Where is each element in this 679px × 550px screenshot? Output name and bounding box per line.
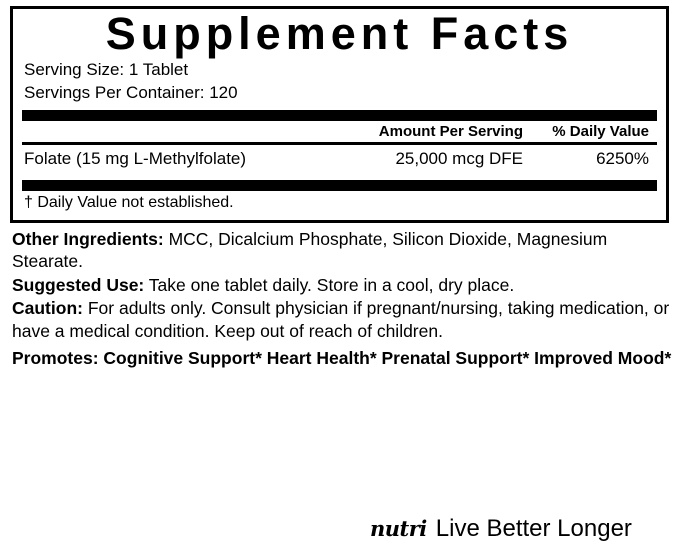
nutrient-amount: 25,000 mcg DFE [395,149,523,169]
suggested-use-label: Suggested Use: [12,274,145,295]
other-ingredients-text: MCC, Dicalcium Phosphate, Silicon Dioxide, Magnesium Stearate. [12,229,608,272]
serving-size: Serving Size: 1 Tablet [24,60,189,80]
panel-title: Supplement Facts [105,8,574,59]
caution-text: For adults only. Consult physician if pregnant/nursing, taking medication, or have a medical condition. Keep out of reach of children. [12,298,670,341]
caution-paragraph [12,297,672,342]
nutrient-name: Folate (15 mg L-Methylfolate) [24,149,247,169]
label-info-block [12,228,672,370]
brand-logo: nutri [370,516,427,541]
brand-footer [370,515,632,543]
servings-per-container: Servings Per Container: 120 [24,82,238,102]
nutrient-daily-value: 6250% [596,149,649,169]
suggested-use-text: Take one tablet daily. Store in a cool, dry place. [148,274,515,295]
panel-divider-thick-bottom [22,180,657,191]
header-amount-per-serving: Amount Per Serving [378,123,523,141]
nutrient-table-header [22,121,657,142]
promotes-label: Promotes: [12,347,99,368]
supplement-facts-panel [10,6,669,223]
brand-tagline: Live Better Longer [435,515,632,542]
suggested-use-paragraph [12,274,672,296]
daily-value-footnote: † Daily Value not established. [24,194,234,212]
other-ingredients-paragraph [12,228,672,273]
other-ingredients-label: Other Ingredients: [12,229,164,249]
promotes-paragraph [12,347,672,369]
promotes-text: Cognitive Support* Heart Health* Prenatal Support* Improved Mood* [103,347,672,368]
panel-divider-thick-top [22,110,657,121]
header-daily-value: % Daily Value [552,123,649,141]
table-row [22,145,657,174]
caution-label: Caution: [12,298,83,319]
